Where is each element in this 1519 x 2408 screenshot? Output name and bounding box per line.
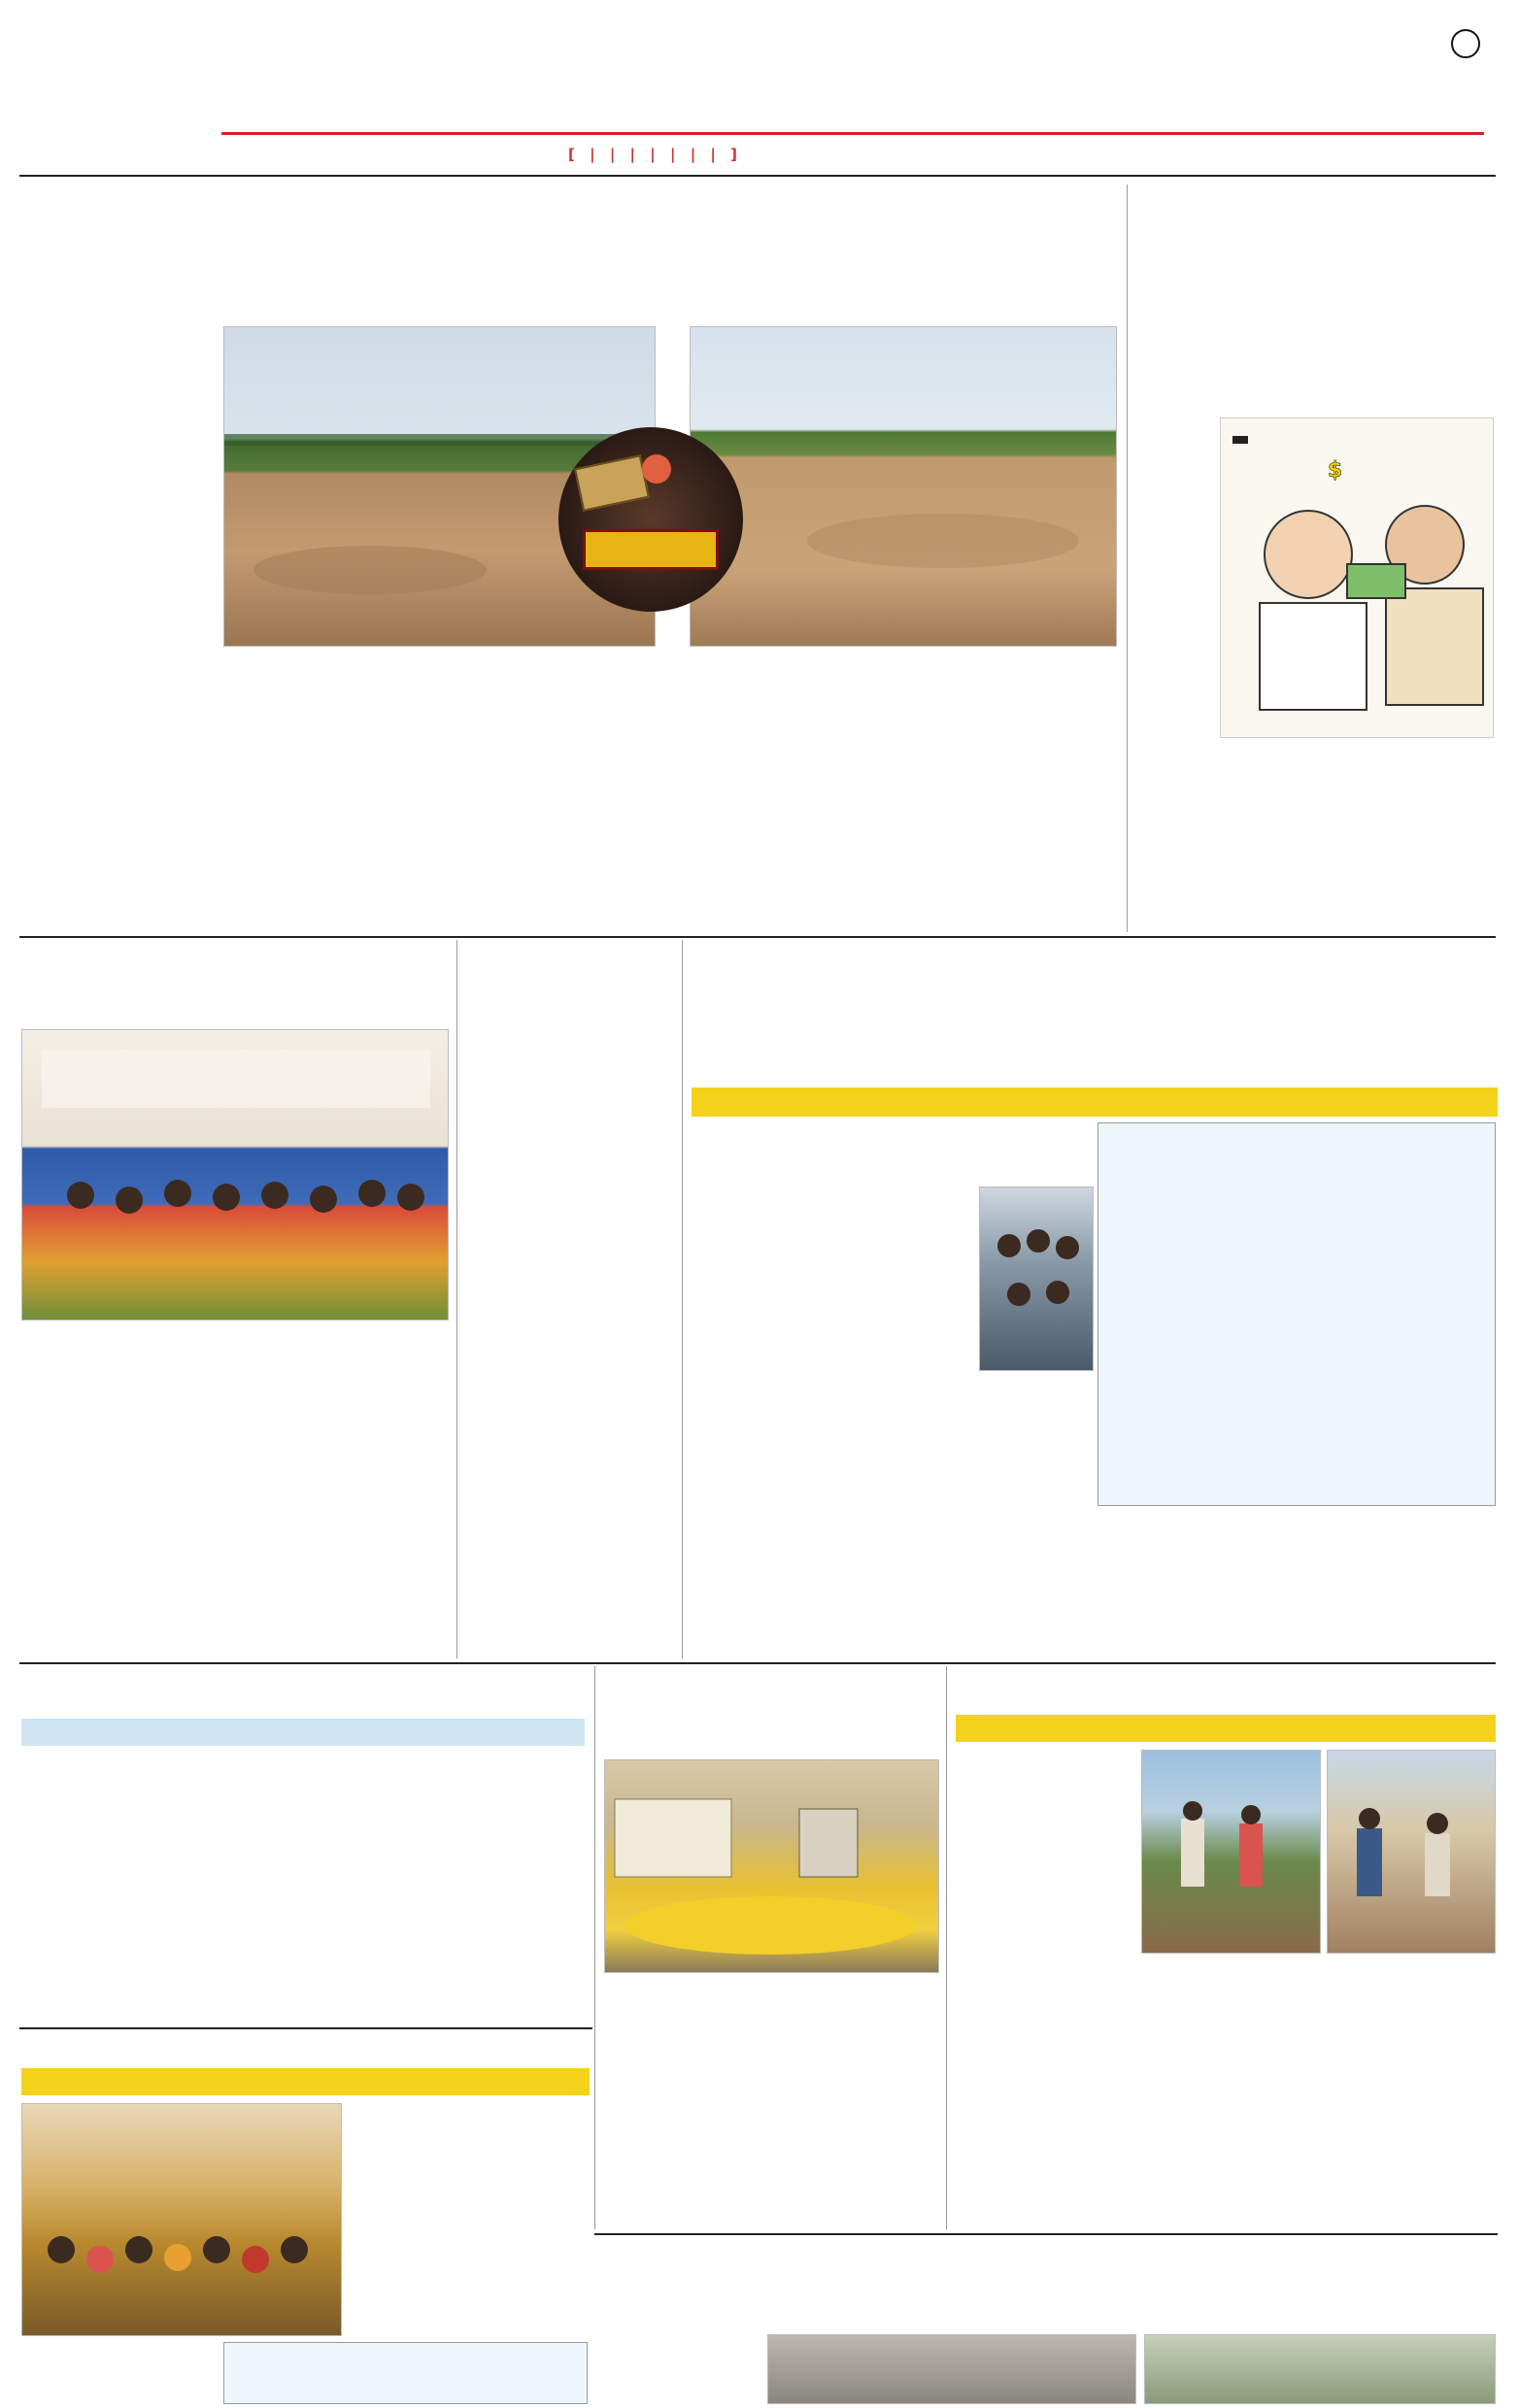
story7-col1	[21, 2363, 211, 2402]
story8-col2	[777, 1979, 940, 2229]
story5-col3	[1097, 1515, 1287, 1656]
cash-icon	[574, 454, 650, 512]
story9-col2	[1141, 1959, 1311, 2229]
divider	[19, 1662, 1496, 1664]
story9-col3	[1321, 1959, 1496, 2229]
sand-field-photo-2	[690, 326, 1117, 647]
divider	[1127, 184, 1128, 932]
seized-box-text	[1106, 1129, 1487, 1255]
story6-col3	[216, 1901, 395, 2018]
inspection-photo-2	[1327, 1750, 1496, 1954]
story2-col3	[1319, 748, 1494, 932]
divider	[946, 1666, 947, 2229]
story6-col2	[216, 1777, 585, 1893]
nav-bar: [ | | | | | | | ]	[568, 146, 737, 163]
school-event-photo	[21, 1029, 449, 1321]
story8-col1	[604, 2000, 767, 2228]
story11-body	[228, 2347, 583, 2384]
corruption-stamp	[583, 529, 719, 570]
divider	[594, 1666, 595, 2229]
sealed-shop-photo-1	[767, 2334, 1136, 2404]
divider	[19, 936, 1496, 938]
divider	[19, 2027, 592, 2029]
story1-col3	[427, 652, 622, 932]
masthead-rule	[221, 132, 1484, 135]
corruption-cartoon	[1220, 418, 1494, 738]
story7-banner	[21, 2068, 590, 2095]
inspection-photo-1	[1141, 1750, 1321, 1954]
corruption-illustration	[558, 427, 743, 612]
story1-col4	[704, 652, 908, 932]
story1-col2	[223, 652, 418, 932]
story9-banner	[956, 1715, 1496, 1742]
story5-col4	[1301, 1515, 1496, 1656]
story1-col1	[21, 353, 216, 931]
divider	[456, 940, 457, 1658]
story4-body	[466, 1020, 675, 1656]
svg-text:$: $	[1328, 458, 1343, 483]
divider	[682, 940, 683, 1658]
nal-box-text	[1106, 1261, 1487, 1455]
divider	[19, 175, 1496, 177]
coin-icon	[642, 454, 671, 484]
seized-items-box	[1097, 1122, 1496, 1506]
story11-box	[223, 2342, 588, 2404]
divider	[594, 2233, 1498, 2235]
story5-banner	[692, 1087, 1498, 1117]
sealed-shop-photo-2	[1144, 2334, 1496, 2404]
story6-banner	[21, 1719, 585, 1746]
yagya-crowd-photo	[21, 2103, 342, 2336]
story10-col1	[604, 2356, 760, 2404]
story3-col1	[21, 1350, 220, 1656]
accused-photo	[979, 1187, 1094, 1371]
story2-col2	[1319, 313, 1494, 410]
story9-col1	[956, 1771, 1135, 2227]
story1-col5	[918, 652, 1117, 932]
grain-sacks-photo	[604, 1759, 939, 1973]
story6-col4	[403, 1901, 585, 2018]
story6-col1	[21, 1777, 206, 2020]
page-number	[1451, 29, 1480, 58]
story5-col1	[692, 1148, 886, 1657]
story3-col2	[249, 1328, 448, 1656]
cartoon-label	[1232, 436, 1248, 444]
